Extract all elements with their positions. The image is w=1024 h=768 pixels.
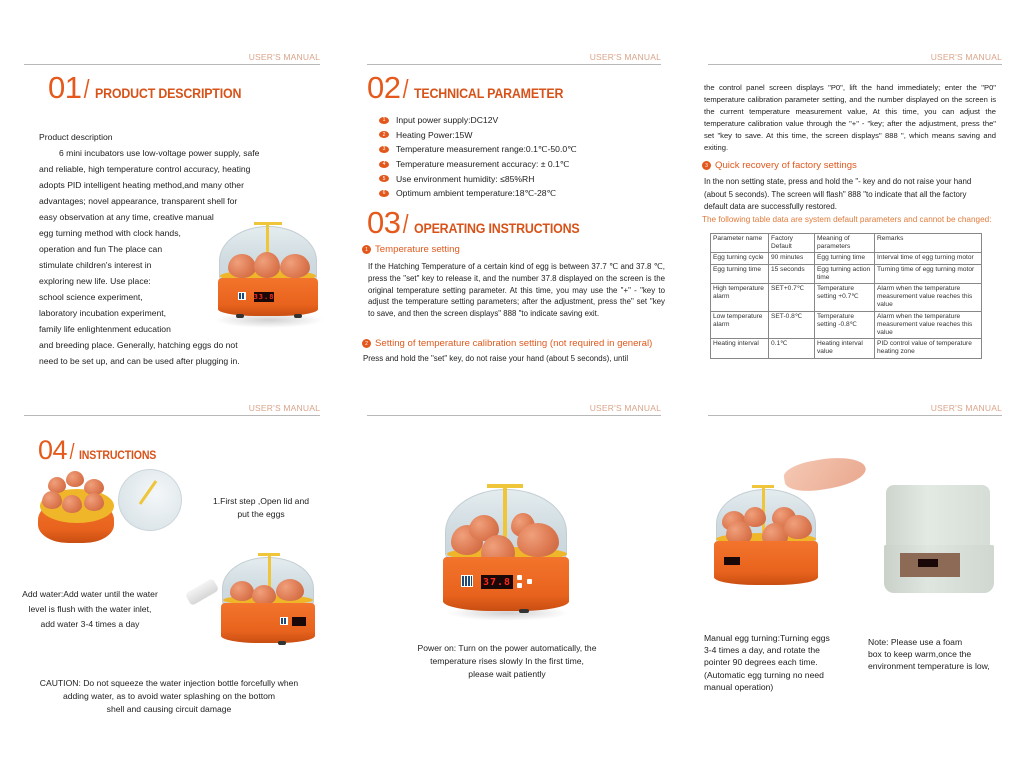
table-row xyxy=(711,339,982,358)
text-line: easy observation at any time, creative manual xyxy=(39,212,214,222)
table-header-cell: Factory Default xyxy=(769,234,815,253)
number-bullet-icon: 3 xyxy=(379,146,389,153)
panel-operating-continued xyxy=(702,52,1002,372)
panel-instructions xyxy=(24,403,320,723)
incubator-power-on-image xyxy=(439,481,573,621)
caption-line: put the eggs xyxy=(237,509,285,519)
text-line: stimulate children's interest in xyxy=(39,260,152,270)
header-label: USER'S MANUAL xyxy=(589,403,661,413)
parameter-text: Temperature measurement accuracy: ± 0.1℃ xyxy=(396,158,570,169)
table-cell: Low temperature alarm xyxy=(711,311,769,339)
text-line: need to be set up, and can be used after plugging in. xyxy=(39,356,240,366)
caption-line: Manual egg turning:Turning eggs xyxy=(704,633,830,643)
caption-line: pointer 90 degrees each time. xyxy=(704,657,818,668)
section-heading: INSTRUCTIONS xyxy=(79,450,157,462)
caption-line: Note: Please use a foam xyxy=(868,637,963,647)
temperature-display: 33.8 xyxy=(253,293,275,301)
caption-line: manual operation) xyxy=(704,681,774,692)
caption-line: 3-4 times a day, and rotate the xyxy=(704,645,820,656)
table-cell: SET+0.7℃ xyxy=(769,284,815,312)
parameter-item xyxy=(379,128,577,143)
caption-line: 1.First step ,Open lid and xyxy=(212,496,309,506)
table-cell: Egg turning action time xyxy=(815,264,875,283)
incubator-add-water-image xyxy=(218,551,322,651)
text-line: school science experiment, xyxy=(39,292,143,302)
subheading-text: Temperature setting xyxy=(375,244,460,255)
header-label: USER'S MANUAL xyxy=(248,52,320,62)
table-cell: 15 seconds xyxy=(769,264,815,283)
table-cell: Heating interval value xyxy=(815,339,875,358)
table-cell: Egg turning cycle xyxy=(711,253,769,264)
caption-line: (Automatic egg turning no need xyxy=(704,669,824,680)
table-note: The following table data are system default parameters and cannot be changed: xyxy=(702,215,992,224)
section-heading: TECHNICAL PARAMETER xyxy=(413,86,563,101)
table-header-row xyxy=(711,234,982,253)
number-bullet-icon: 4 xyxy=(379,161,389,168)
calibration-setting-text-continued: the control panel screen displays "P0", lift the hand immediately; enter the "P0" temperature calibration parameter setting, and the number displayed on the screen is the current temperature measurement value, At this time, you can adjust the temperature calibration value through the "+" - "key; after the adjustment, press the" set "key to save. At this time, the screen displays" 888 ", which means saving and exiting. xyxy=(704,83,996,152)
section-number: 04 xyxy=(38,435,68,465)
panel-egg-turning xyxy=(704,403,1002,723)
caption-line: adding water, as to avoid water splashing on the bottom xyxy=(62,691,276,701)
section-title-04 xyxy=(38,435,163,466)
add-water-caption xyxy=(10,587,170,632)
caption-line: temperature rises slowly In the first time, xyxy=(430,656,584,666)
header-rule xyxy=(367,415,661,416)
section-number: 02 xyxy=(367,70,401,105)
subheading-calibration-setting xyxy=(362,338,652,349)
table-cell: Alarm when the temperature measurement value reaches this value xyxy=(875,311,982,339)
table-cell: SET-0.8℃ xyxy=(769,311,815,339)
foam-box-caption xyxy=(868,636,1008,673)
section-title-02 xyxy=(367,70,576,106)
table-row xyxy=(711,311,982,339)
number-bullet-icon: 2 xyxy=(362,339,371,348)
header-rule xyxy=(24,64,320,65)
parameter-item xyxy=(379,113,577,128)
number-bullet-icon: 3 xyxy=(702,161,711,170)
default-parameters-table xyxy=(710,233,982,359)
section-number: 01 xyxy=(48,70,82,105)
header-label: USER'S MANUAL xyxy=(248,403,320,413)
table-cell: Temperature setting -0.8℃ xyxy=(815,311,875,339)
table-cell: Heating interval xyxy=(711,339,769,358)
number-bullet-icon: 1 xyxy=(379,117,389,124)
table-cell: 90 minutes xyxy=(769,253,815,264)
slash-divider: / xyxy=(403,209,409,239)
subheading-text: Setting of temperature calibration setting (not required in general) xyxy=(375,338,653,349)
table-header-cell: Remarks xyxy=(875,234,982,253)
technical-parameter-list xyxy=(379,113,577,201)
table-cell: Alarm when the temperature measurement value reaches this value xyxy=(875,284,982,312)
section-title-03 xyxy=(367,205,594,241)
parameter-item xyxy=(379,142,577,157)
section-number: 03 xyxy=(367,205,401,240)
manual-turning-caption xyxy=(704,632,854,693)
subheading-temperature-setting xyxy=(362,244,460,255)
temperature-setting-text: If the Hatching Temperature of a certain kind of egg is between 37.7 ℃ and 37.8 ℃, press the "set" key to release it, and the number 37.8 displayed on the screen is the original temperature setting parameter. At this time, you may use the "+" - "key to adjust the temperature setting parameters; after the adjustment, press the" set "key to save, and then the screen displays" 888 "to indicate saving exit. xyxy=(368,262,665,319)
text-line: exploring new life. Use place: xyxy=(39,276,151,286)
caption-line: Power on: Turn on the power automatically, the xyxy=(417,643,597,653)
caption-line: please wait patiently xyxy=(468,669,546,679)
text-line: family life enlightenment education xyxy=(39,324,171,334)
panel-product-description xyxy=(24,52,320,372)
section-title-01 xyxy=(48,70,254,106)
parameter-text: Use environment humidity: ≤85%RH xyxy=(396,173,535,184)
text-line: advantages; novel appearance, transparent shell for xyxy=(39,196,238,206)
parameter-item xyxy=(379,186,577,201)
table-cell: Egg turning time xyxy=(711,264,769,283)
table-cell: Turning time of egg turning motor xyxy=(875,264,982,283)
table-row xyxy=(711,264,982,283)
slash-divider: / xyxy=(84,74,90,104)
table-row xyxy=(711,284,982,312)
caption-line: CAUTION: Do not squeeze the water injection bottle forcefully when xyxy=(39,678,299,688)
parameter-item xyxy=(379,171,577,186)
caption-line: box to keep warm,once the xyxy=(868,649,972,660)
intro-heading: Product description xyxy=(39,132,113,142)
panel-power-on xyxy=(367,403,661,723)
parameter-text: Heating Power:15W xyxy=(396,129,473,140)
section-heading: OPERATING INSTRUCTIONS xyxy=(413,221,580,236)
table-row xyxy=(711,253,982,264)
number-bullet-icon: 6 xyxy=(379,190,389,197)
parameter-text: Input power supply:DC12V xyxy=(396,115,499,126)
section-heading: PRODUCT DESCRIPTION xyxy=(94,86,241,101)
parameter-text: Optimum ambient temperature:18℃-28℃ xyxy=(396,187,557,198)
header-rule xyxy=(708,415,1002,416)
foam-box-image xyxy=(884,485,994,593)
text-line: and reliable, high temperature control accuracy, heating xyxy=(39,164,251,174)
text-line: and breeding place. Generally, hatching eggs do not xyxy=(39,340,238,350)
text-line: operation and fun The place can xyxy=(39,244,163,254)
number-bullet-icon: 5 xyxy=(379,175,389,182)
text-line: egg turning method with clock hands, xyxy=(39,228,181,238)
caption-line: environment temperature is low, xyxy=(868,661,990,672)
table-cell: PID control value of temperature heating zone xyxy=(875,339,982,358)
power-on-caption xyxy=(397,642,617,681)
step1-caption xyxy=(196,495,326,521)
text-line: adopts PID intelligent heating method,and many other xyxy=(39,180,244,190)
temperature-display: 37.8 xyxy=(482,576,512,588)
table-cell: 0.1℃ xyxy=(769,339,815,358)
header-label: USER'S MANUAL xyxy=(589,52,661,62)
incubator-turning-image xyxy=(714,481,818,593)
incubator-image xyxy=(214,220,324,330)
caption-line: shell and causing circuit damage xyxy=(106,704,232,714)
caution-caption xyxy=(24,677,314,716)
calibration-setting-text: Press and hold the "set" key, do not raise your hand (about 5 seconds), until xyxy=(363,354,629,363)
subheading-text: Quick recovery of factory settings xyxy=(715,160,857,171)
caption-line: Add water:Add water until the water xyxy=(22,589,158,599)
table-cell: Interval time of egg turning motor xyxy=(875,253,982,264)
text-line: laboratory incubation experiment, xyxy=(39,308,167,318)
caption-line: add water 3-4 times a day xyxy=(40,619,140,629)
header-label: USER'S MANUAL xyxy=(930,403,1002,413)
header-rule xyxy=(24,415,320,416)
caption-line: level is flush with the water inlet, xyxy=(28,604,152,614)
open-incubator-image xyxy=(38,469,188,544)
water-bottle-image xyxy=(185,578,220,606)
number-bullet-icon: 1 xyxy=(362,245,371,254)
subheading-factory-recovery xyxy=(702,160,857,171)
table-cell: Temperature setting +0.7℃ xyxy=(815,284,875,312)
parameter-item xyxy=(379,157,577,172)
parameter-text: Temperature measurement range:0.1℃-50.0℃ xyxy=(396,143,577,154)
table-cell: Egg turning time xyxy=(815,253,875,264)
slash-divider: / xyxy=(403,74,409,104)
table-cell: High temperature alarm xyxy=(711,284,769,312)
table-header-cell: Meaning of parameters xyxy=(815,234,875,253)
table-header-cell: Parameter name xyxy=(711,234,769,253)
slash-divider: / xyxy=(69,439,75,464)
factory-recovery-text: In the non setting state, press and hold the "- key and do not raise your hand (about 5 seconds). The screen will flash" 888 "to indicate that all the factory default data are successfully restored. xyxy=(704,177,972,212)
number-bullet-icon: 2 xyxy=(379,131,389,138)
header-rule xyxy=(708,64,1002,65)
header-rule xyxy=(367,64,661,65)
header-label: USER'S MANUAL xyxy=(930,52,1002,62)
text-line: 6 mini incubators use low-voltage power supply, safe xyxy=(59,148,260,158)
panel-technical-operating xyxy=(363,52,665,372)
